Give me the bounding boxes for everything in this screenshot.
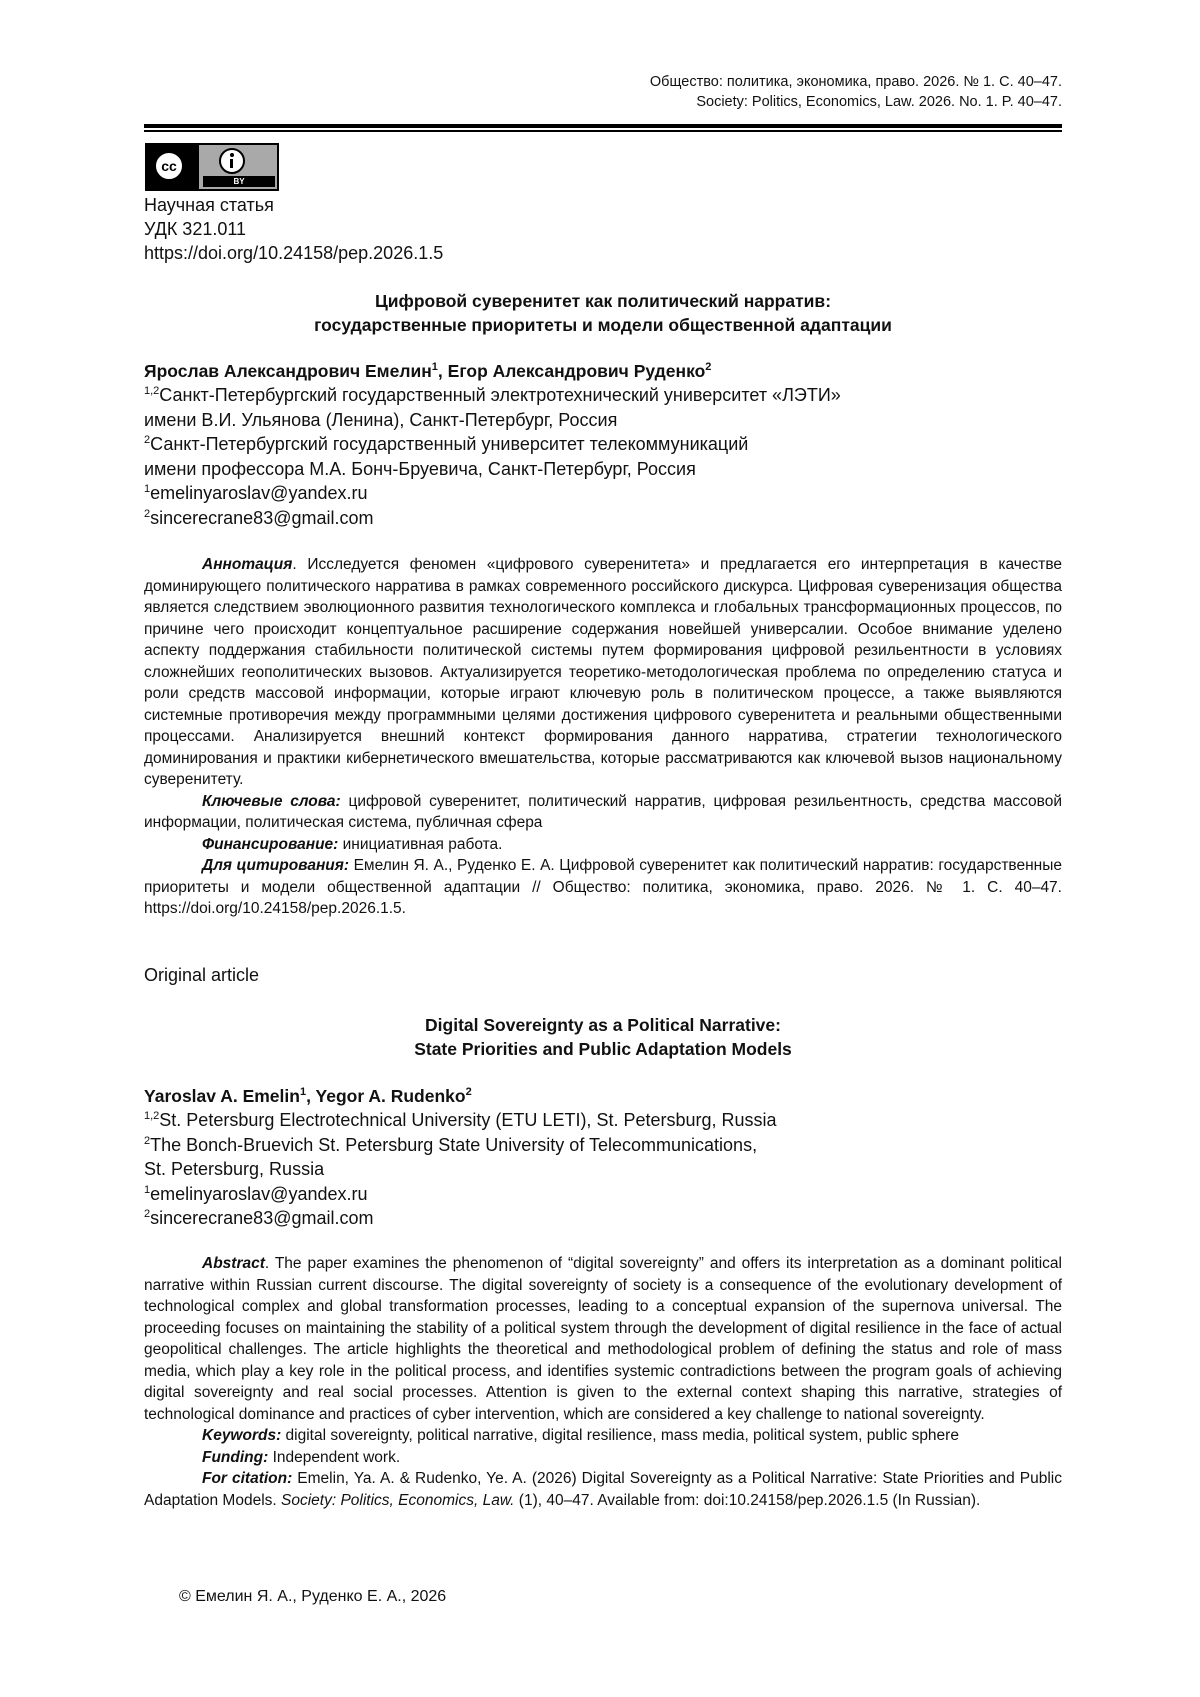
copyright: © Емелин Я. А., Руденко Е. А., 2026 (179, 1588, 447, 1605)
abstract-label-en: Abstract (202, 1255, 265, 1272)
citation-ru (144, 855, 1062, 920)
affiliations-en (144, 1108, 777, 1231)
cc-by-label: BY (203, 176, 275, 187)
funding-text-en: Independent work. (268, 1448, 401, 1466)
article-type-en: Original article (144, 965, 260, 985)
funding-ru (144, 834, 1062, 856)
funding-label-ru: Финансирование: (202, 835, 339, 853)
keywords-text-en: digital sovereignty, political narrative, digital resilience, mass media, political system, public sphere (281, 1427, 959, 1444)
affiliation2-en-line2: St. Petersburg, Russia (144, 1159, 325, 1179)
keywords-ru (144, 791, 1062, 834)
article-meta (144, 193, 443, 265)
affiliation2-en: $^2$The Bonch-Bruevich St. Petersburg State University of Telecommunications, (144, 1134, 758, 1155)
author2-ru-sup: 2 (705, 361, 712, 374)
title-en (144, 1013, 1062, 1061)
journal-citation-ru: Общество: политика, экономика, право. 2026. № 1. С. 40–47. (649, 74, 1062, 90)
affiliation2-ru-sup: 2 (144, 434, 151, 446)
header-rule-thin (144, 130, 1062, 132)
header-rule (144, 124, 1062, 128)
title-ru-line2: государственные приоритеты и модели общественной адаптации (314, 315, 892, 335)
keywords-label-ru: Ключевые слова: (202, 792, 341, 810)
title-ru (144, 289, 1062, 337)
email1-ru-sup: 1 (144, 483, 151, 495)
email1-en (144, 1182, 777, 1207)
journal-citation-en: Society: Politics, Economics, Law. 2026. No. 1. P. 40–47. (696, 94, 1062, 110)
affiliation1-ru-sup: 1,2 (144, 385, 160, 397)
email1-en-link[interactable]: emelinyaroslav@yandex.ru (150, 1183, 368, 1204)
affiliation2-en-sup: 2 (144, 1134, 151, 1147)
abstract-ru (144, 554, 1062, 791)
keywords-label-en: Keywords: (202, 1427, 282, 1444)
title-en-line2: State Priorities and Public Adaptation Models (414, 1039, 792, 1059)
journal-header (650, 72, 1062, 112)
abstract-label-ru: Аннотация (202, 556, 293, 573)
email1-en-sup: 1 (144, 1183, 151, 1196)
funding-text-ru: инициативная работа. (338, 835, 503, 853)
affiliation1-en: $^{1,2}$St. Petersburg Electrotechnical University (ETU LETI), St. Petersburg, Russia (144, 1110, 777, 1130)
author1-en: Yaroslav A. Emelin (144, 1086, 300, 1106)
citation-text-en-1: Emelin, Ya. A. & Rudenko, Ye. A. (2026) Digital Sovereignty as a Political Narrative: State Priorities and Public Adaptation Models. (144, 1470, 1062, 1509)
funding-en (144, 1447, 1062, 1469)
udk-code: УДК 321.011 (144, 219, 247, 239)
affiliation2-ru: $^2$Санкт-Петербургский государственный университет телекоммуникаций (144, 434, 749, 454)
abstract-text-ru: . Исследуется феномен «цифрового суверенитета» и предлагается его интерпретация в качестве доминирующего политического нарратива в рамках современного российского дискурса. Цифровая суверенизация общества является следствием эволюционного развития технологического комплекса и глобальных трансформационных процессов, по причине чего происходит концептуальное расширение содержания новейшей универсалии. Особое внимание уделено аспекту поддержания стабильности политической системы путем формирования цифровой резильентности в условиях сложнейших геополитических вызовов. Актуализируется теоретико-методологическая проблема по определению статуса и роли средств массовой информации, которые играют ключевую роль в политическом процессе, а также выявляются системные противоречия между программными целями достижения цифрового суверенитета и реальными общественными процессами. Анализируется внешний контекст формирования данного нарратива, стратегии технологического доминирования и практики кибернетического вмешательства, которые рассматриваются как ключевой вызов национальному суверенитету. (144, 556, 1062, 788)
authors-en (144, 1084, 472, 1108)
abstract-block-en (144, 1253, 1062, 1511)
affiliation1-ru-line2: имени В.И. Ульянова (Ленина), Санкт-Петербург, Россия (144, 409, 618, 430)
abstract-block-ru (144, 554, 1062, 920)
email2-ru-sup: 2 (144, 507, 151, 520)
affiliation2-ru-line2: имени профессора М.А. Бонч-Бруевича, Санкт-Петербург, Россия (144, 458, 696, 479)
article-type-ru: Научная статья (144, 195, 274, 215)
citation-en (144, 1468, 1062, 1511)
author1-ru: Ярослав Александрович Емелин (144, 361, 432, 381)
title-ru-line1: Цифровой суверенитет как политический нарратив: (374, 291, 832, 311)
affiliation1-ru: $^{1,2}$Санкт-Петербургский государственный электротехнический университет «ЛЭТИ» (144, 385, 841, 405)
author2-en: Yegor A. Rudenko (315, 1086, 466, 1106)
email2-ru (144, 506, 841, 531)
cc-by-license-icon[interactable] (145, 143, 279, 191)
email2-en-link[interactable]: sincerecrane83@gmail.com (150, 1208, 374, 1228)
email1-ru-link[interactable]: emelinyaroslav@yandex.ru (150, 483, 368, 503)
attribution-person-icon (219, 148, 245, 174)
author-separator-en: , (306, 1086, 316, 1106)
author2-ru: Егор Александрович Руденко (447, 361, 706, 381)
email2-ru-link[interactable]: sincerecrane83@gmail.com (150, 507, 374, 528)
citation-text-ru: Емелин Я. А., Руденко Е. А. Цифровой суверенитет как политический нарратив: государственные приоритеты и модели общественной адаптации // Общество: политика, экономика, право. 2026. № 1. С. 40–47. https://doi.org/10.24158/pep.2026.1.5. (144, 857, 1062, 917)
author2-en-sup: 2 (465, 1086, 472, 1099)
citation-label-ru: Для цитирования: (202, 857, 350, 874)
citation-text-en-2: (1), 40–47. Available from: doi:10.24158/pep.2026.1.5 (In Russian). (514, 1491, 981, 1509)
authors-ru (144, 359, 711, 383)
doi-link[interactable]: https://doi.org/10.24158/pep.2026.1.5 (144, 243, 444, 263)
citation-journal-en: Society: Politics, Economics, Law. (281, 1491, 515, 1509)
email1-ru (144, 481, 841, 506)
email2-en-sup: 2 (144, 1208, 151, 1220)
funding-label-en: Funding: (202, 1448, 269, 1466)
keywords-text-ru: цифровой суверенитет, политический нарратив, цифровая резильентность, средства массовой информации, политическая система, публичная сфера (144, 792, 1062, 831)
author1-ru-sup: 1 (431, 361, 438, 374)
citation-label-en: For citation: (202, 1470, 293, 1487)
abstract-text-en: . The paper examines the phenomenon of “digital sovereignty” and offers its interpretation as a dominant political narrative within Russian current discourse. The digital sovereignty of society is a consequence of the evolutionary development of technological complex and global transformation processes, leading to a conceptual expansion of the supernova universal. The proceeding focuses on maintaining the stability of a political system through the development of digital resilience in the face of actual geopolitical challenges. The article highlights the theoretical and methodological problem of defining the status and role of mass media, which play a key role in the political process, and identifies systemic contradictions between the program goals of achieving digital sovereignty and real social processes. Attention is given to the external context shaping this narrative, strategies of technological dominance and practices of cyber intervention, which are considered a key challenge to national sovereignty. (144, 1255, 1062, 1423)
title-en-line1: Digital Sovereignty as a Political Narrative: (425, 1015, 781, 1035)
creative-commons-icon: cc (153, 150, 185, 182)
email2-en (144, 1206, 777, 1231)
author1-en-sup: 1 (299, 1086, 307, 1099)
abstract-en (144, 1253, 1062, 1425)
keywords-en (144, 1425, 1062, 1447)
author-separator-ru: , (437, 361, 448, 381)
affiliations-ru (144, 383, 841, 530)
affiliation1-en-sup: 1,2 (144, 1110, 160, 1122)
